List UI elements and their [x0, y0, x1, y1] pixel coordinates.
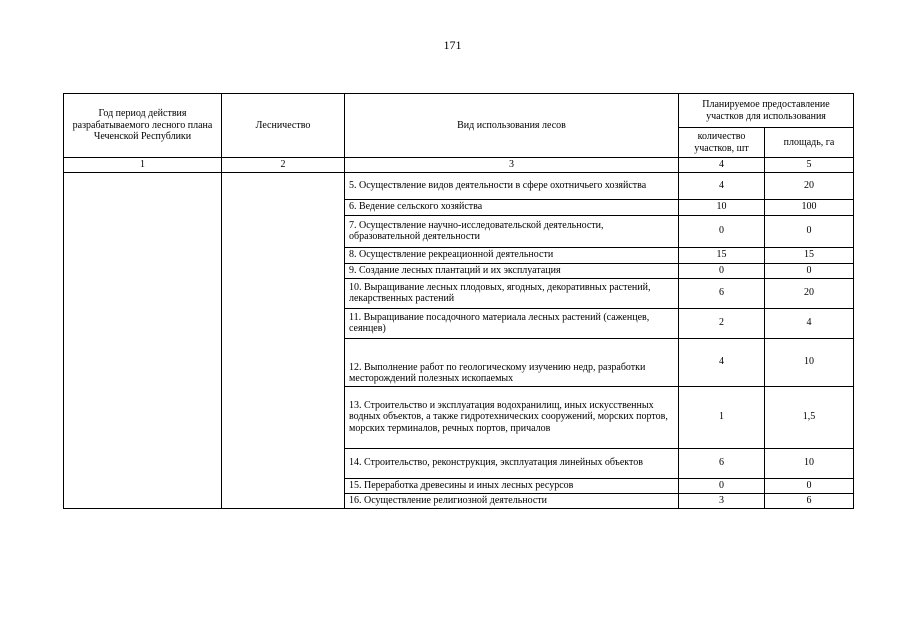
plot-count-cell: 0	[679, 215, 765, 247]
use-type-cell: 5. Осуществление видов деятельности в сфере охотничьего хозяйства	[345, 172, 679, 199]
area-cell: 10	[765, 338, 854, 386]
use-type-cell: 7. Осуществление научно-исследовательской деятельности, образовательной деятельности	[345, 215, 679, 247]
plot-count-cell: 0	[679, 478, 765, 493]
plot-count-cell: 1	[679, 386, 765, 448]
forestry-cell	[222, 172, 345, 508]
use-type-cell: 12. Выполнение работ по геологическому изучению недр, разработки месторождений полезных ископаемых	[345, 338, 679, 386]
plot-count-cell: 4	[679, 172, 765, 199]
plot-count-cell: 0	[679, 263, 765, 278]
header-forest-use-type: Вид использования лесов	[345, 94, 679, 158]
plot-count-cell: 2	[679, 308, 765, 338]
forest-plan-table	[63, 93, 854, 509]
area-cell: 0	[765, 478, 854, 493]
use-type-cell: 13. Строительство и эксплуатация водохранилищ, иных искусственных водных объектов, а также гидротехнических сооружений, морских портов, морских терминалов, речных портов, причалов	[345, 386, 679, 448]
year-period-cell	[64, 172, 222, 508]
plot-count-cell: 3	[679, 493, 765, 508]
plot-count-cell: 6	[679, 278, 765, 308]
table-row	[64, 172, 854, 199]
column-number: 4	[679, 158, 765, 173]
header-forestry: Лесничество	[222, 94, 345, 158]
page-number: 171	[443, 38, 462, 52]
area-cell: 15	[765, 247, 854, 263]
plot-count-cell: 4	[679, 338, 765, 386]
area-cell: 20	[765, 172, 854, 199]
plot-count-cell: 10	[679, 199, 765, 215]
plot-count-cell: 6	[679, 448, 765, 478]
use-type-cell: 8. Осуществление рекреационной деятельности	[345, 247, 679, 263]
column-number: 5	[765, 158, 854, 173]
area-cell: 0	[765, 263, 854, 278]
area-cell: 1,5	[765, 386, 854, 448]
column-number: 3	[345, 158, 679, 173]
area-cell: 20	[765, 278, 854, 308]
area-cell: 0	[765, 215, 854, 247]
use-type-cell: 16. Осуществление религиозной деятельности	[345, 493, 679, 508]
plot-count-cell: 15	[679, 247, 765, 263]
area-cell: 4	[765, 308, 854, 338]
use-type-cell: 6. Ведение сельского хозяйства	[345, 199, 679, 215]
header-area: площадь, га	[765, 128, 854, 158]
header-planned-provision: Планируемое предоставление участков для использования	[679, 94, 854, 128]
use-type-cell: 14. Строительство, реконструкция, эксплуатация линейных объектов	[345, 448, 679, 478]
use-type-cell: 15. Переработка древесины и иных лесных ресурсов	[345, 478, 679, 493]
area-cell: 10	[765, 448, 854, 478]
use-type-cell: 9. Создание лесных плантаций и их эксплуатация	[345, 263, 679, 278]
use-type-cell: 11. Выращивание посадочного материала лесных растений (саженцев, сеянцев)	[345, 308, 679, 338]
column-number: 1	[64, 158, 222, 173]
header-year-period: Год период действия разрабатываемого лесного плана Чеченской Республики	[64, 94, 222, 158]
header-plot-count: количество участков, шт	[679, 128, 765, 158]
area-cell: 100	[765, 199, 854, 215]
use-type-cell: 10. Выращивание лесных плодовых, ягодных, декоративных растений, лекарственных растений	[345, 278, 679, 308]
column-number: 2	[222, 158, 345, 173]
area-cell: 6	[765, 493, 854, 508]
